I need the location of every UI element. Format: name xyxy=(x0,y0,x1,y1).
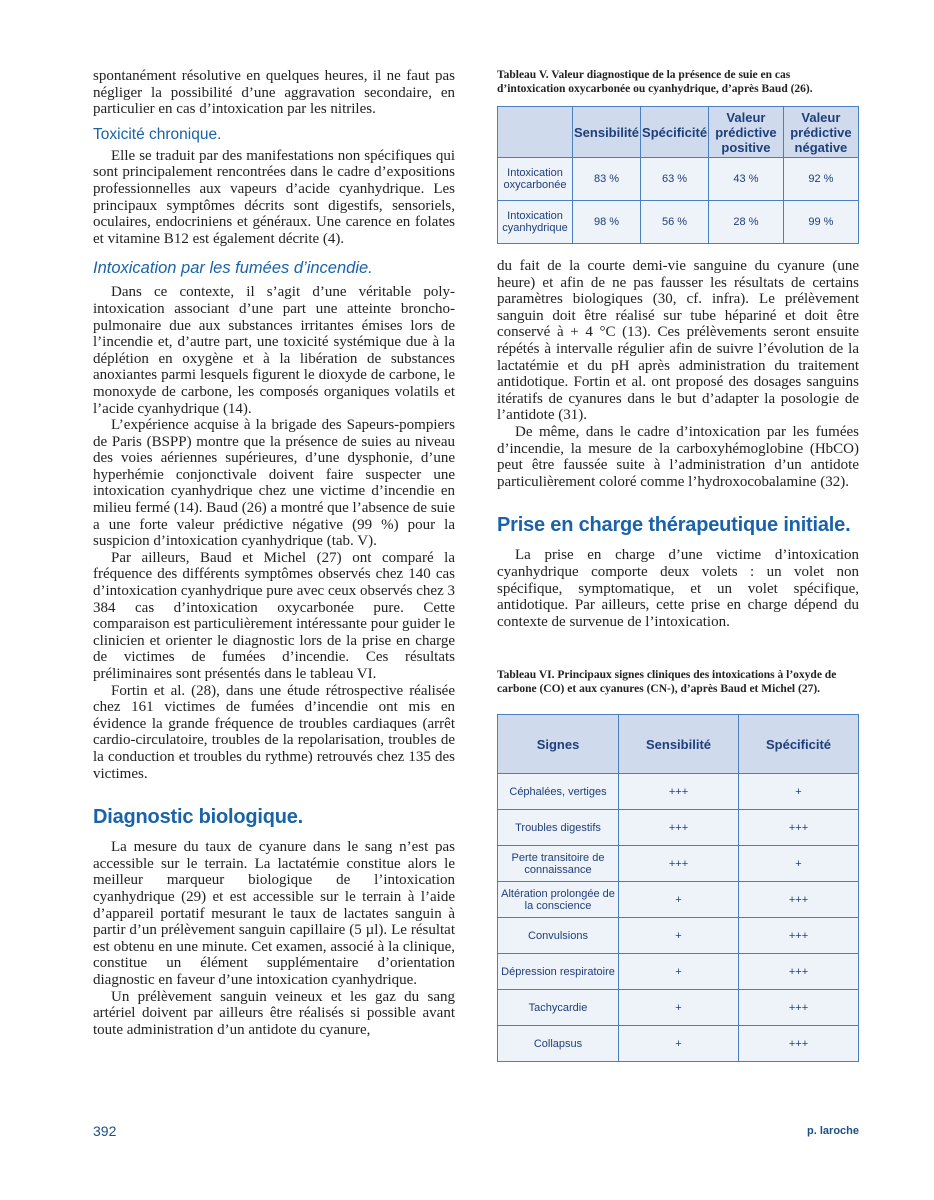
table-cell: + xyxy=(619,990,739,1026)
paragraph-prise-en-charge: La prise en charge d’une victime d’intoxication cyanhydrique comporte deux volets : un volet non spécifique, symptomatique, et un volet spécifique, antidotique. Par ailleurs, cette prise en charge dépend du contexte de survenue de l’intoxication. xyxy=(497,547,859,630)
row-label: Tachycardie xyxy=(498,990,619,1026)
paragraph-intro: spontanément résolutive en quelques heures, il ne faut pas négliger la possibilité d’une aggravation secondaire, en particulier en cas d’intoxication par les nitriles. xyxy=(93,68,455,118)
table-cell: +++ xyxy=(739,918,859,954)
paragraph-fumees-1: Dans ce contexte, il s’agit d’une véritable poly-intoxication associant d’une part une atteinte broncho-pulmonaire due aux substances irritantes émises lors de l’incendie et, d’autre part, une toxicité systémique due à la déplétion en oxygène et à la libération de substances anoxiantes parmi lesquels figurent le dioxyde de carbone, le monoxyde de carbone, les composés organiques volatils et l’acide cyanhydrique (14). xyxy=(93,284,455,417)
table-cell: +++ xyxy=(739,954,859,990)
row-label: Troubles digestifs xyxy=(498,810,619,846)
paragraph-fumees-2: L’expérience acquise à la brigade des Sapeurs-pompiers de Paris (BSPP) montre que la présence de suies au niveau des voies aériennes supérieures, d’une dysphonie, d’une hyperhémie conjonctivale doivent faire suspecter une intoxication cyanhydrique chez une victime d’incendie en milieu fermé (14). Baud (26) a montré que l’absence de suie a une forte valeur prédictive négative (99 %) pour la suspicion d’intoxication cyanhydrique (tab. V). xyxy=(93,417,455,550)
header-cell-vpp: Valeur prédictive positive xyxy=(709,107,784,158)
paragraph-fumees-3: Par ailleurs, Baud et Michel (27) ont comparé la fréquence des différents symptômes observés chez 140 cas d’intoxication cyanhydrique pure avec ceux observés chez 3 384 cas d’intoxication oxycarbonée pure. Cette comparaison est particulièrement intéressante pour guider le clinicien et orienter le diagnostic lors de la prise en charge de victimes de fumées d’incendie. Ces résultats préliminaires sont présentés dans le tableau VI. xyxy=(93,549,455,682)
subheading-fumees-incendie: Intoxication par les fumées d’incendie. xyxy=(93,259,373,278)
table-5-caption: Tableau V. Valeur diagnostique de la présence de suie en cas d’intoxication oxycarbonée ou cyanhydrique, d’après Baud (26). xyxy=(497,69,813,95)
table-cell: +++ xyxy=(619,810,739,846)
row-label: Dépression respiratoire xyxy=(498,954,619,990)
table-cell: + xyxy=(619,882,739,918)
table-row xyxy=(498,201,859,244)
row-label: Intoxication cyanhydrique xyxy=(498,201,573,244)
row-label: Convulsions xyxy=(498,918,619,954)
row-label: Collapsus xyxy=(498,1026,619,1062)
table-cell: +++ xyxy=(739,882,859,918)
paragraph-toxicite: Elle se traduit par des manifestations non spécifiques qui sont principalement rencontrées dans le cadre d’expositions professionnelles aux vapeurs d’acide cyanhydrique. Les principaux symptômes décrits sont digestifs, sensoriels, oculaires, endocriniens et généraux. Une carence en folates et vitamine B12 est également décrite (4). xyxy=(93,147,455,247)
header-cell-empty xyxy=(498,107,573,158)
header-cell-signes: Signes xyxy=(498,715,619,774)
table-row xyxy=(498,1026,859,1062)
table-cell: 83 % xyxy=(573,158,641,201)
row-label: Perte transitoire de connaissance xyxy=(498,846,619,882)
table-cell: + xyxy=(619,1026,739,1062)
table-row xyxy=(498,846,859,882)
table-5 xyxy=(497,106,859,244)
subheading-toxicite-chronique: Toxicité chronique. xyxy=(93,125,222,143)
table-cell: 28 % xyxy=(709,201,784,244)
table-cell: 98 % xyxy=(573,201,641,244)
paragraph-diagnostic-1: La mesure du taux de cyanure dans le sang n’est pas accessible sur le terrain. La lactatémie constitue alors le meilleur marqueur biologique de l’intoxication cyanhydrique (29) et est accessible sur le terrain à l’aide d’appareil portatif mesurant le taux de lactates sanguin à partir d’un prélèvement sanguin capillaire (5 µl). Le résultat est obtenu en une minute. Cet examen, associé à la clinique, constitue un élément supplémentaire d’orientation diagnostic en faveur d’une intoxication cyanhydrique. xyxy=(93,839,455,988)
table-6 xyxy=(497,714,859,1062)
table-row xyxy=(498,158,859,201)
table-cell: + xyxy=(739,846,859,882)
table-cell: + xyxy=(619,954,739,990)
section-heading-prise-en-charge: Prise en charge thérapeutique initiale. xyxy=(497,514,851,537)
table-cell: 63 % xyxy=(641,158,709,201)
paragraph-continuation-1: du fait de la courte demi-vie sanguine du cyanure (une heure) et afin de ne pas fausser les résultats de certains paramètres biologiques (30, cf. infra). Le prélèvement sanguin doit être réalisé sur tube hépariné et doit être conservé à + 4 °C (13). Ces prélèvements seront ensuite répétés à intervalle régulier afin de suivre l’évolution de la lactatémie et du pH après administration du traitement antidotique. Fortin et al. ont proposé des dosages sanguins itératifs de cyanures dans le but d’adapter la posologie de l’antidote (31). xyxy=(497,258,859,424)
table-cell: 99 % xyxy=(783,201,858,244)
row-label: Altération prolongée de la conscience xyxy=(498,882,619,918)
table-cell: + xyxy=(619,918,739,954)
table-row xyxy=(498,918,859,954)
row-label: Intoxication oxycarbonée xyxy=(498,158,573,201)
section-heading-diagnostic: Diagnostic biologique. xyxy=(93,806,304,829)
paragraph-diagnostic-2: Un prélèvement sanguin veineux et les gaz du sang artériel doivent par ailleurs être réalisés si possible avant toute administration d’un antidote du cyanure, xyxy=(93,988,455,1038)
table-cell: 43 % xyxy=(709,158,784,201)
running-footer-author: p. laroche xyxy=(807,1125,859,1137)
right-column xyxy=(497,68,859,1062)
table-row xyxy=(498,774,859,810)
page-number: 392 xyxy=(93,1123,117,1139)
table-6-caption: Tableau VI. Principaux signes cliniques des intoxications à l’oxyde de carbone (CO) et aux cyanures (CN-), d’après Baud et Michel (27). xyxy=(497,669,837,696)
table-cell: + xyxy=(739,774,859,810)
table-cell: +++ xyxy=(739,990,859,1026)
table-cell: 56 % xyxy=(641,201,709,244)
header-cell-sensibilite: Sensibilité xyxy=(619,715,739,774)
table-cell: +++ xyxy=(739,810,859,846)
table-row xyxy=(498,882,859,918)
paragraph-continuation-2: De même, dans le cadre d’intoxication par les fumées d’incendie, la mesure de la carboxyhémoglobine (HbCO) peut être faussée suite à l’administration d’un antidote particulièrement coloré comme l’hydroxocobalamine (32). xyxy=(497,423,859,490)
table-row xyxy=(498,954,859,990)
row-label: Céphalées, vertiges xyxy=(498,774,619,810)
table-cell: +++ xyxy=(619,774,739,810)
header-cell-sensibilite: Sensibilité xyxy=(573,107,641,158)
table-cell: +++ xyxy=(739,1026,859,1062)
table-header-row xyxy=(498,715,859,774)
table-header-row xyxy=(498,107,859,158)
left-column xyxy=(93,68,455,1038)
header-cell-vpn: Valeur prédictive négative xyxy=(783,107,858,158)
table-cell: 92 % xyxy=(783,158,858,201)
table-row xyxy=(498,990,859,1026)
header-cell-specificite: Spécificité xyxy=(641,107,709,158)
table-cell: +++ xyxy=(619,846,739,882)
header-cell-specificite: Spécificité xyxy=(739,715,859,774)
paragraph-fumees-4: Fortin et al. (28), dans une étude rétrospective réalisée chez 161 victimes de fumées d’incendie ont mis en évidence la grande fréquence de troubles cardiaques (arrêt cardio-circulatoire, troubles de la repolarisation, troubles de la conduction et troubles du rythme) retrouvés chez 135 des victimes. xyxy=(93,682,455,782)
table-row xyxy=(498,810,859,846)
